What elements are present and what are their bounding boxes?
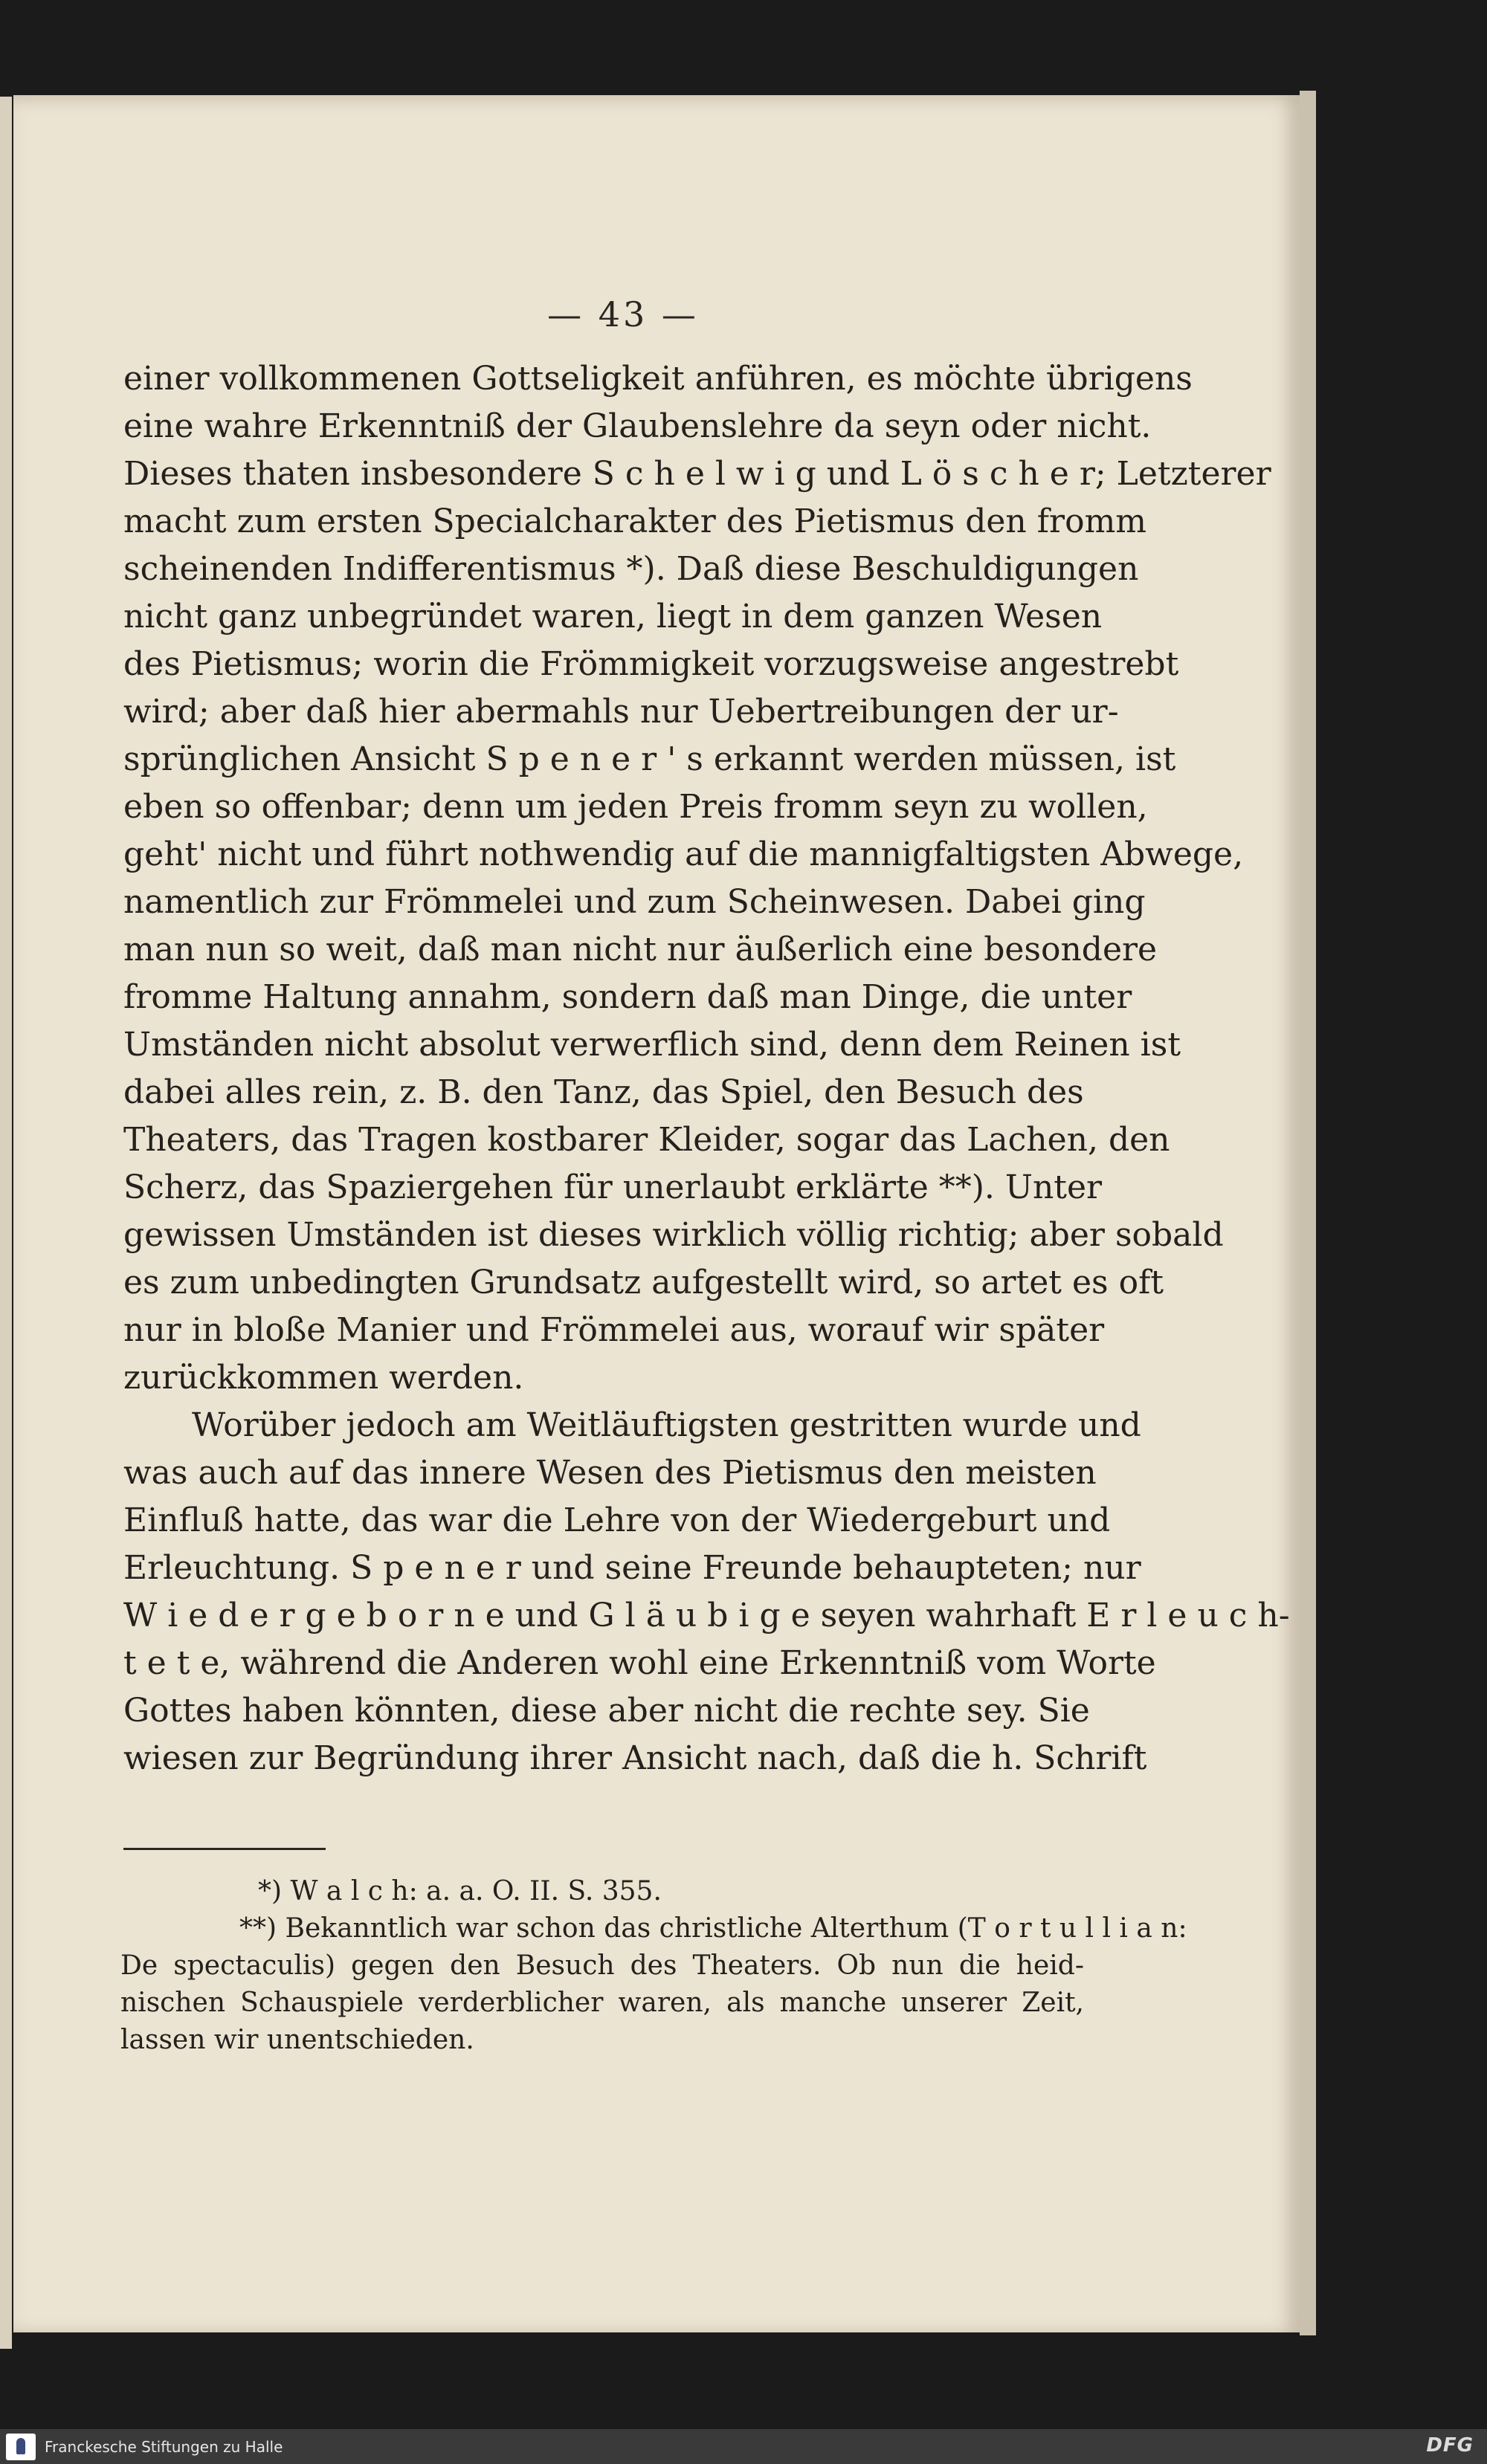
previous-page-edge — [0, 97, 12, 2349]
text-line: es zum unbedingten Grundsatz aufgestellt wird, so artet es oft — [123, 1264, 1164, 1301]
footnote-2-line: lassen wir unentschieden. — [120, 2025, 474, 2055]
text-line: Gottes haben könnten, diese aber nicht die rechte sey. Sie — [123, 1692, 1090, 1730]
paragraph-start-line: Worüber jedoch am Weitläuftigsten gestritten wurde und — [192, 1406, 1141, 1444]
source-attribution: Franckesche Stiftungen zu Halle — [45, 2438, 283, 2456]
text-line: macht zum ersten Specialcharakter des Pietismus den fromm — [123, 502, 1147, 540]
text-line: eben so offenbar; denn um jeden Preis fromm seyn zu wollen, — [123, 788, 1148, 826]
text-line: wird; aber daß hier abermahls nur Uebertreibungen der ur- — [123, 693, 1119, 731]
text-line: namentlich zur Frömmelei und zum Scheinwesen. Dabei ging — [123, 883, 1146, 921]
paragraph-end-line: zurückkommen werden. — [123, 1359, 524, 1397]
text-line: des Pietismus; worin die Frömmigkeit vorzugsweise angestrebt — [123, 645, 1179, 683]
text-line: was auch auf das innere Wesen des Pietismus den meisten — [123, 1454, 1097, 1492]
text-line: Scherz, das Spaziergehen für unerlaubt erklärte **). Unter — [123, 1168, 1103, 1206]
text-line: sprünglichen Ansicht S p e n e r ' s erkannt werden müssen, ist — [123, 740, 1176, 778]
footnote-2-line: nischen Schauspiele verderblicher waren, als manche unserer Zeit, — [120, 1988, 1084, 2018]
text-line: gewissen Umständen ist dieses wirklich völlig richtig; aber sobald — [123, 1216, 1224, 1254]
text-line: nur in bloße Manier und Frömmelei aus, worauf wir später — [123, 1311, 1105, 1349]
text-line: wiesen zur Begründung ihrer Ansicht nach, daß die h. Schrift — [123, 1739, 1147, 1777]
page-stack-edge — [1300, 91, 1316, 2335]
dfg-logo: DFG — [1426, 2434, 1474, 2457]
text-line: scheinenden Indifferentismus *). Daß diese Beschuldigungen — [123, 550, 1139, 588]
text-line: geht' nicht und führt nothwendig auf die mannigfaltigsten Abwege, — [123, 835, 1244, 873]
text-line: Erleuchtung. S p e n e r und seine Freunde behaupteten; nur — [123, 1549, 1141, 1587]
text-line: man nun so weit, daß man nicht nur äußerlich eine besondere — [123, 931, 1158, 969]
footnote-2: **) Bekanntlich war schon das christliche Alterthum (T o r t u l l i a n: — [239, 1913, 1187, 1944]
institution-logo-icon — [6, 2434, 36, 2460]
text-line: W i e d e r g e b o r n e und G l ä u b i g e seyen wahrhaft E r l e u c h- — [123, 1597, 1290, 1634]
footnote-divider — [123, 1848, 326, 1850]
body-text — [123, 355, 1290, 1782]
page-number: — 43 — — [547, 294, 699, 334]
text-line: Umständen nicht absolut verwerflich sind, denn dem Reinen ist — [123, 1026, 1181, 1064]
text-line: Theaters, das Tragen kostbarer Kleider, sogar das Lachen, den — [123, 1121, 1170, 1159]
footnotes — [120, 1873, 1187, 2059]
text-line: Dieses thaten insbesondere S c h e l w i g und L ö s c h e r; Letzterer — [123, 455, 1271, 493]
footnote-2-line: De spectaculis) gegen den Besuch des Theaters. Ob nun die heid- — [120, 1950, 1084, 1981]
text-line: eine wahre Erkenntniß der Glaubenslehre da seyn oder nicht. — [123, 407, 1152, 445]
text-line: dabei alles rein, z. B. den Tanz, das Spiel, den Besuch des — [123, 1073, 1084, 1111]
text-line: fromme Haltung annahm, sondern daß man Dinge, die unter — [123, 978, 1132, 1016]
footnote-1: *) W a l c h: a. a. O. II. S. 355. — [258, 1876, 662, 1907]
text-line: einer vollkommenen Gottseligkeit anführen, es möchte übrigens — [123, 360, 1193, 398]
text-line: nicht ganz unbegründet waren, liegt in dem ganzen Wesen — [123, 598, 1103, 636]
text-line: Einfluß hatte, das war die Lehre von der Wiedergeburt und — [123, 1501, 1111, 1539]
text-line: t e t e, während die Anderen wohl eine Erkenntniß vom Worte — [123, 1644, 1156, 1682]
